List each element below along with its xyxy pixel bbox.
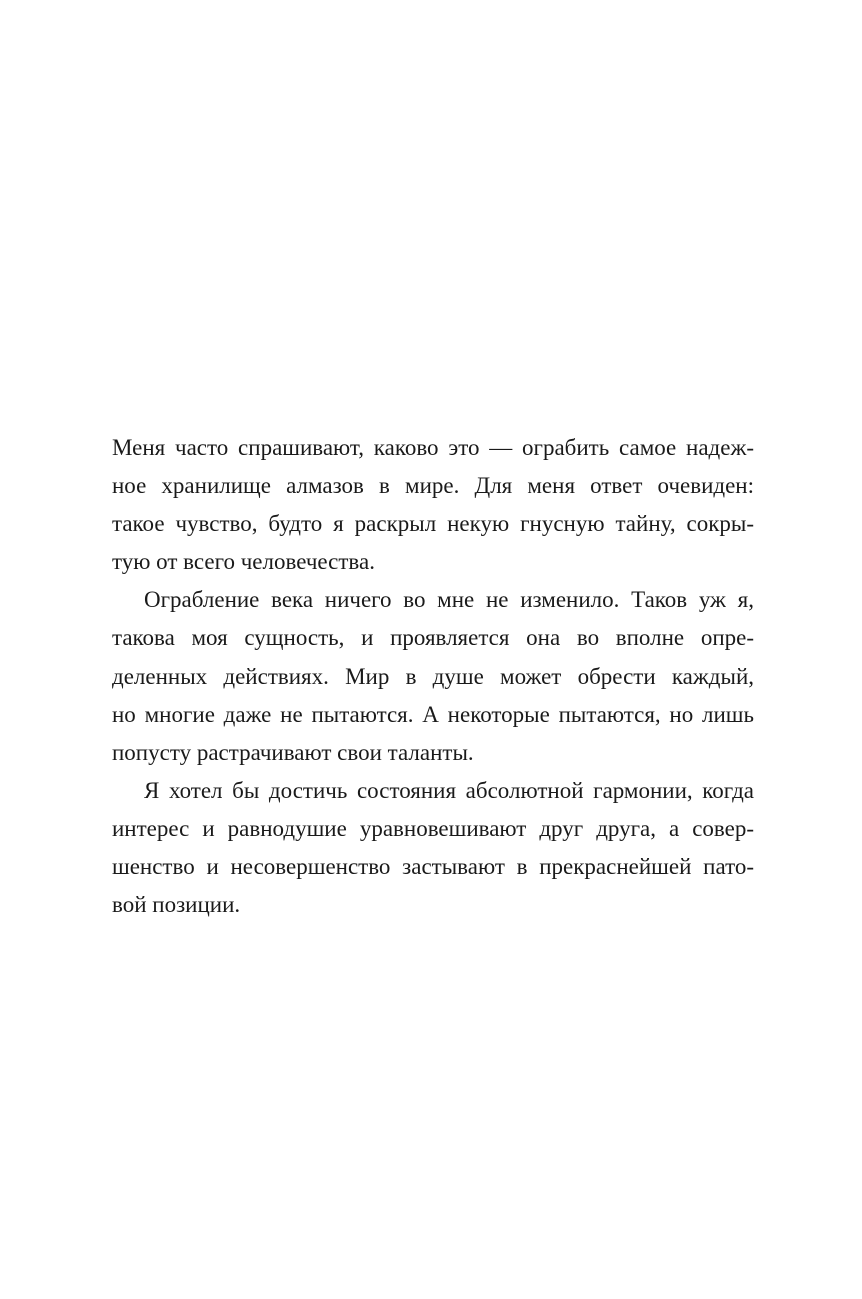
text-line: такое чувство, будто я раскрыл некую гнусную тайну, сокры- [112,511,754,537]
paragraph-3 [112,772,754,924]
text-line: деленных действиях. Мир в душе может обрести каждый, [112,663,754,689]
text-line: вой позиции. [112,892,241,918]
paragraph-2 [112,581,754,771]
text-line: ное хранилище алмазов в мире. Для меня ответ очевиден: [112,473,754,499]
text-line: интерес и равнодушие уравновешивают друг друга, а совер- [112,815,754,841]
text-line: попусту растрачивают свои таланты. [112,739,474,765]
text-line: тую от всего человечества. [112,549,375,575]
paragraph-1 [112,429,754,581]
text-line: но многие даже не пытаются. А некоторые пытаются, но лишь [112,701,754,727]
body-text [112,429,754,924]
text-line: Ограбление века ничего во мне не изменило. Таков уж я, [144,587,754,613]
text-line: такова моя сущность, и проявляется она во вполне опре- [112,625,754,651]
text-line: Меня часто спрашивают, каково это — ограбить самое надеж- [112,435,754,460]
text-line: Я хотел бы достичь состояния абсолютной гармонии, когда [144,777,754,803]
text-line: шенство и несовершенство застывают в прекраснейшей пато- [112,854,754,880]
